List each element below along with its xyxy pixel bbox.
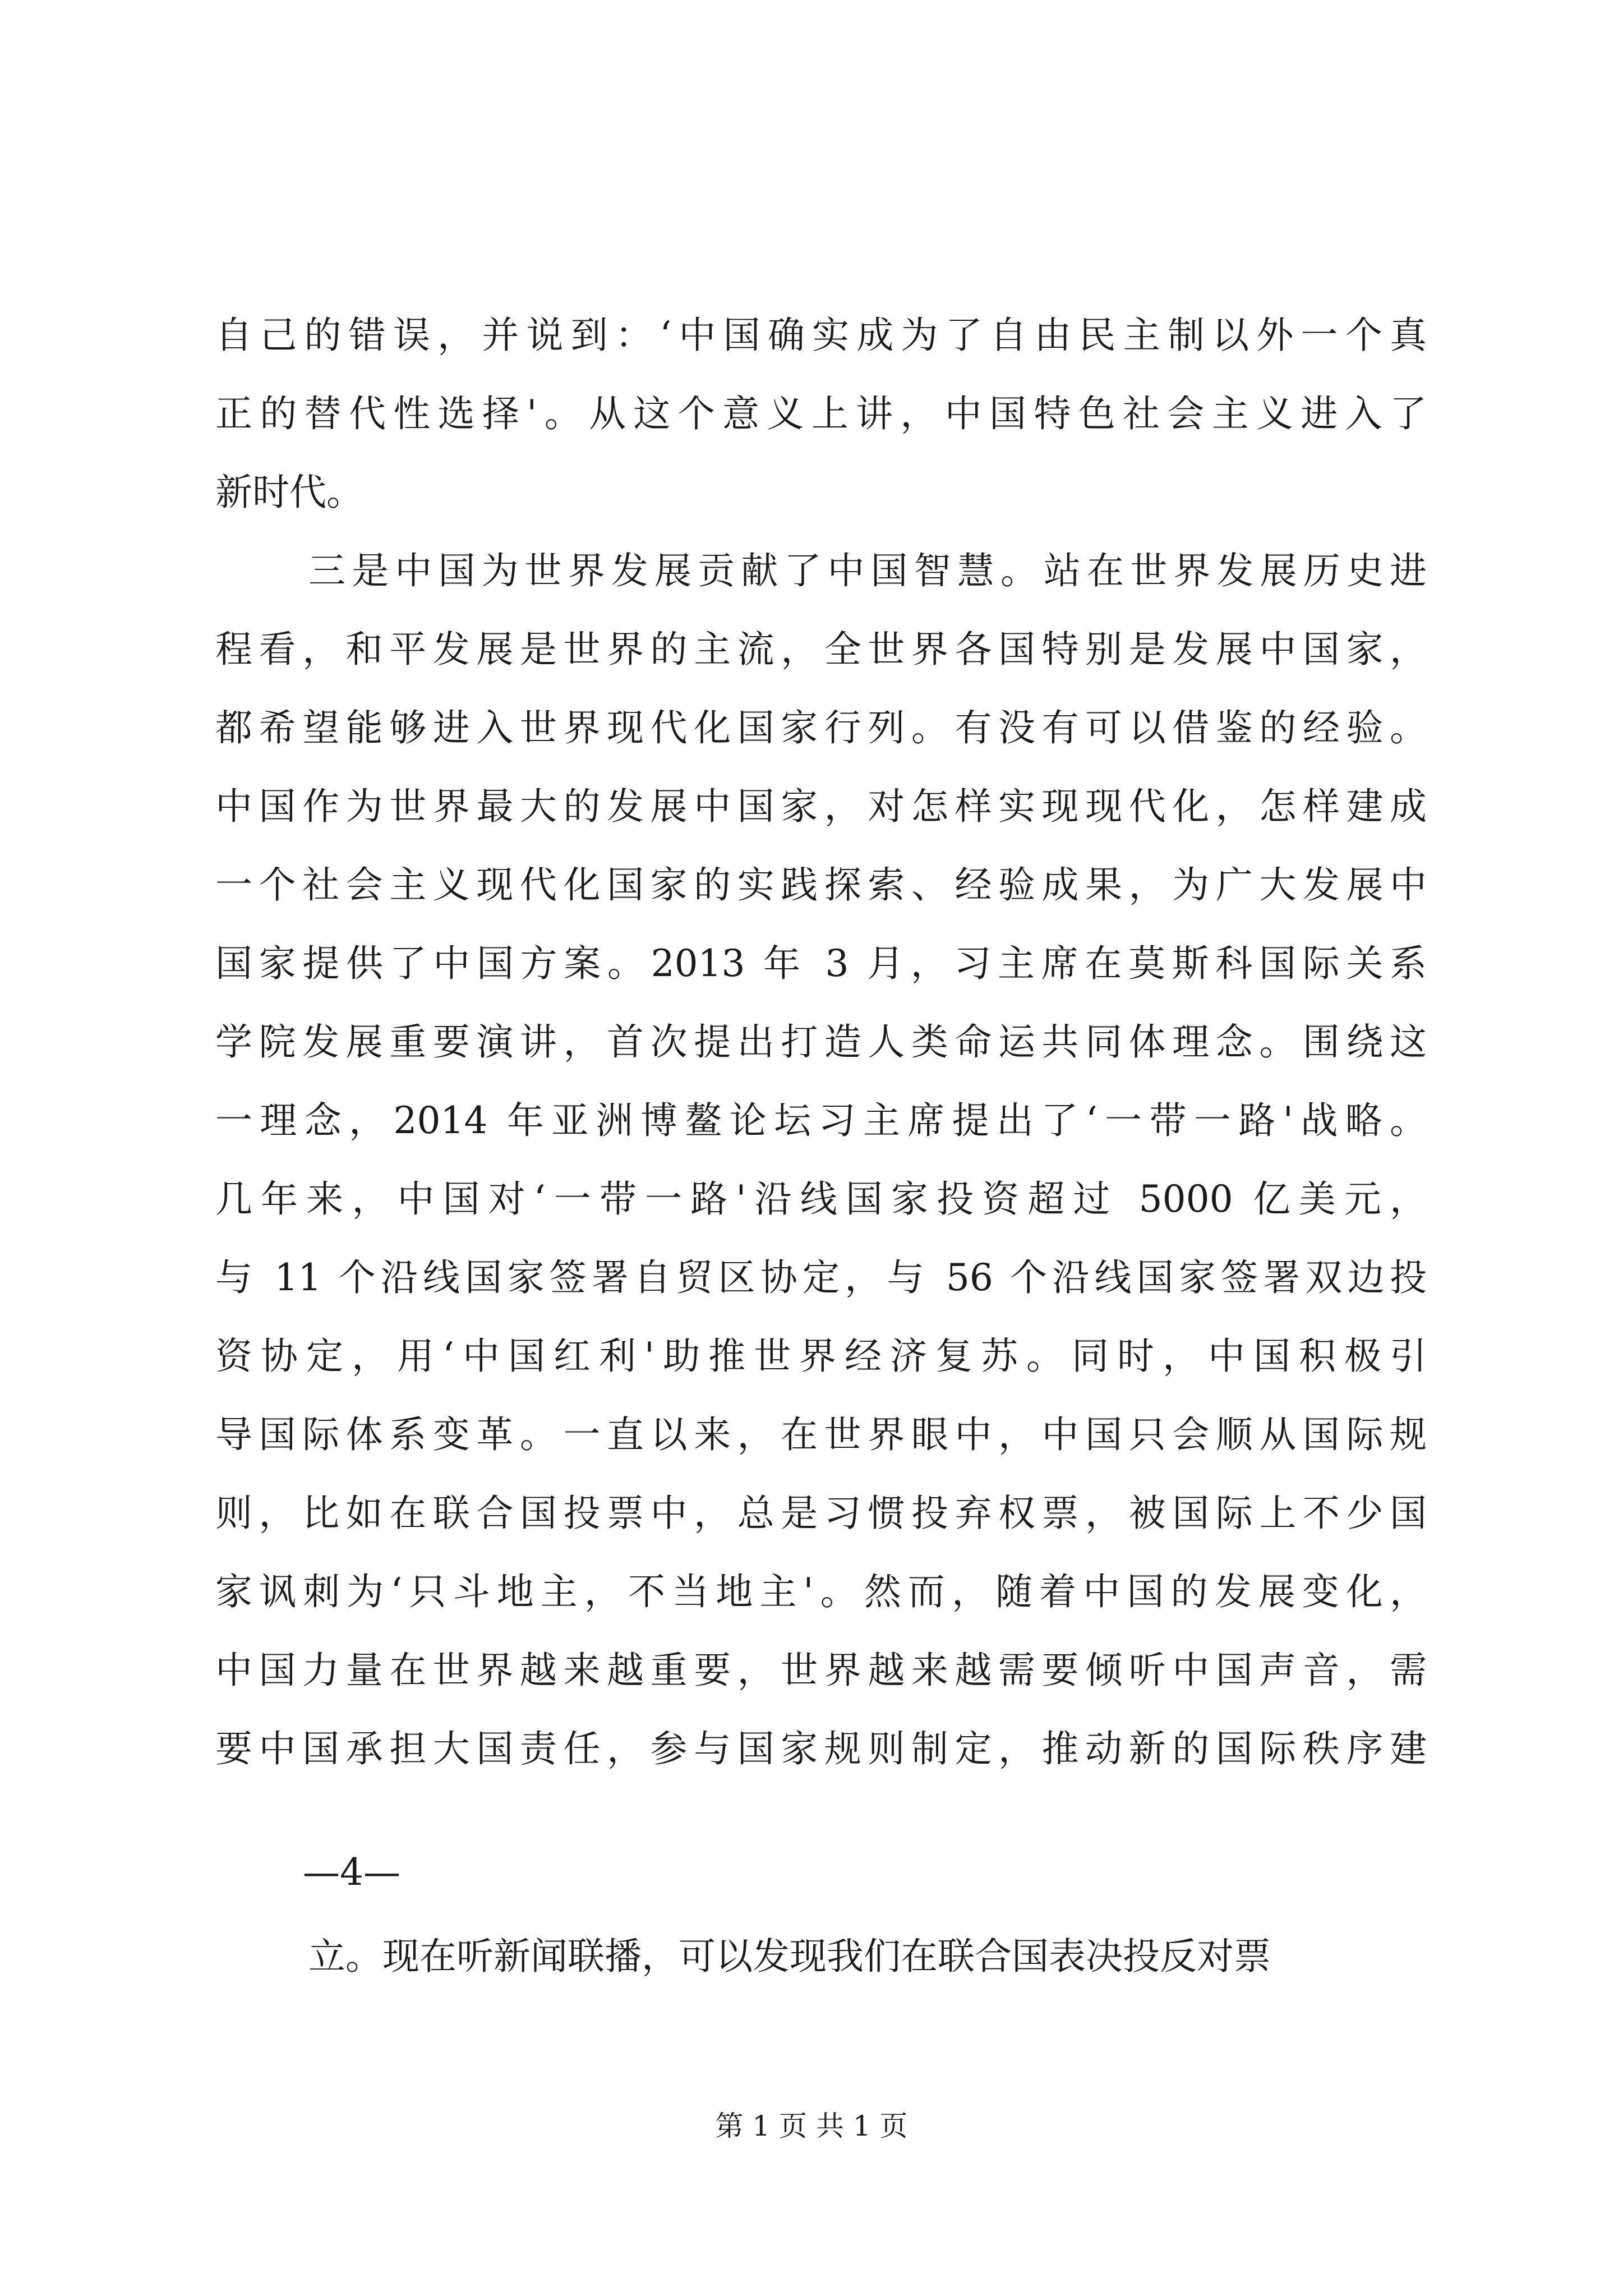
text-line: 自己的错误，并说到：‘中国确实成为了自由民主制以外一个真 xyxy=(215,314,1427,357)
text-line: 一个社会主义现代化国家的实践探索、经验成果，为广大发展中 xyxy=(215,863,1427,907)
text-line: 则，比如在联合国投票中，总是习惯投弃权票，被国际上不少国 xyxy=(215,1492,1427,1535)
text-line: 新时代。 xyxy=(215,471,363,514)
inner-page-number: —4— xyxy=(303,1851,400,1894)
page-footer: 第 1 页 共 1 页 xyxy=(715,2110,908,2142)
text-line: 中国力量在世界越来越重要，世界越来越需要倾听中国声音，需 xyxy=(215,1649,1427,1692)
text-line: 导国际体系变革。一直以来，在世界眼中，中国只会顺从国际规 xyxy=(215,1413,1427,1456)
text-line: 正的替代性选择'。从这个意义上讲，中国特色社会主义进入了 xyxy=(215,392,1427,435)
text-line: 资协定，用‘中国红利'助推世界经济复苏。同时，中国积极引 xyxy=(215,1335,1427,1378)
paragraph-first-line: 三是中国为世界发展贡献了中国智慧。站在世界发展历史进 xyxy=(308,549,1427,592)
text-line: 要中国承担大国责任，参与国家规则制定，推动新的国际秩序建 xyxy=(215,1727,1427,1770)
text-line: 程看，和平发展是世界的主流，全世界各国特别是发展中国家， xyxy=(215,628,1427,671)
text-line: 几年来，中国对‘一带一路'沿线国家投资超过 5000 亿美元， xyxy=(215,1177,1427,1221)
text-line: 与 11 个沿线国家签署自贸区协定，与 56 个沿线国家签署双边投 xyxy=(215,1256,1427,1299)
text-line: 国家提供了中国方案。2013 年 3 月，习主席在莫斯科国际关系 xyxy=(215,942,1427,985)
text-line: 一理念，2014 年亚洲博鳌论坛习主席提出了‘一带一路'战略。 xyxy=(215,1099,1427,1142)
text-line: 中国作为世界最大的发展中国家，对怎样实现现代化，怎样建成 xyxy=(215,785,1427,828)
text-line: 学院发展重要演讲，首次提出打造人类命运共同体理念。围绕这 xyxy=(215,1020,1427,1064)
text-line: 都希望能够进入世界现代化国家行列。有没有可以借鉴的经验。 xyxy=(215,706,1427,749)
text-line: 家讽刺为‘只斗地主，不当地主'。然而，随着中国的发展变化， xyxy=(215,1570,1427,1613)
paragraph-first-line: 立。现在听新闻联播，可以发现我们在联合国表决投反对票 xyxy=(308,1935,1271,1978)
